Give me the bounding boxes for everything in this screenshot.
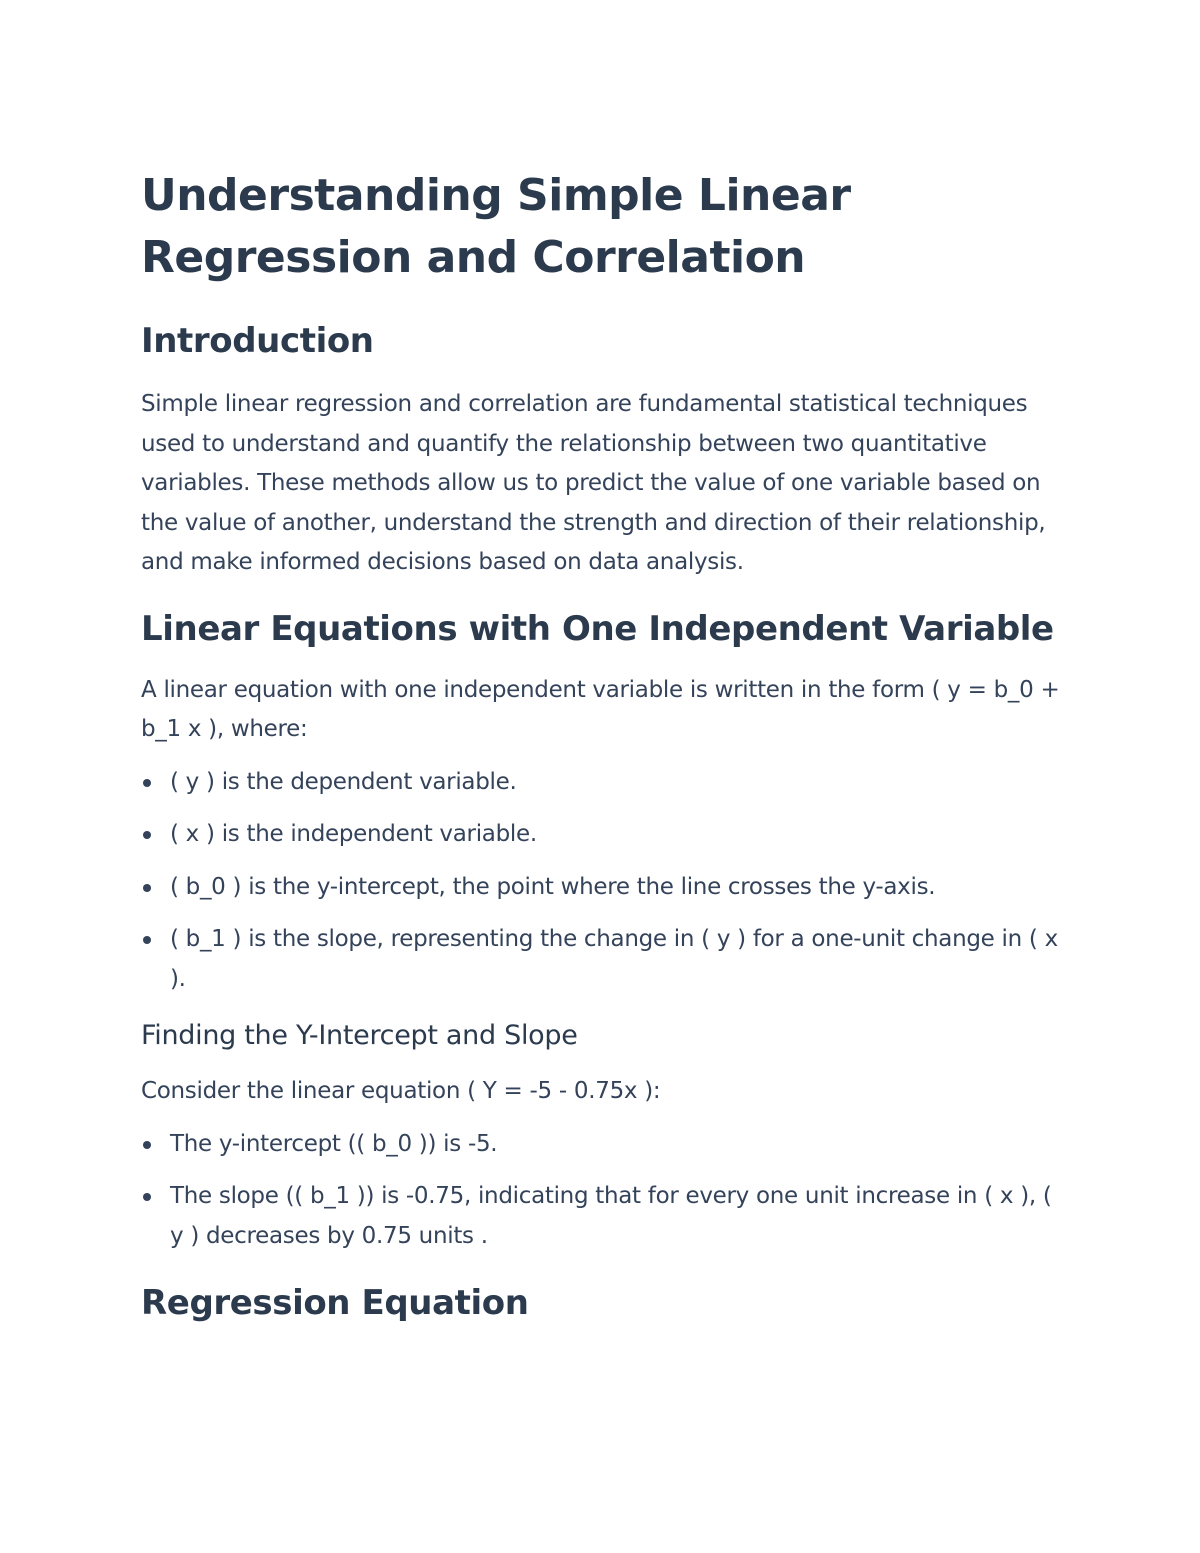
list-item-text: The slope (( b_1 )) is -0.75, indicating that for every one unit increase in ( x ), ( y ) decreases by 0.75 units . — [170, 1183, 1052, 1249]
list-item-text: ( x ) is the independent variable. — [170, 821, 537, 847]
title-line-2: Regression and Correlation — [141, 232, 806, 283]
bullet-icon — [143, 1193, 151, 1201]
list-item — [141, 815, 1071, 855]
list-item-text: ( y ) is the dependent variable. — [170, 768, 517, 795]
list-item — [141, 868, 1071, 908]
regression-equation-heading: Regression Equation — [141, 1283, 529, 1323]
introduction-heading: Introduction — [141, 321, 374, 361]
list-item-text: ( b_0 ) is the y-intercept, the point where the line crosses the y-axis. — [170, 873, 936, 900]
finding-list — [141, 1125, 1071, 1257]
list-item-text: ( b_1 ) is the slope, representing the change in ( y ) for a one-unit change in ( x ). — [170, 926, 1058, 992]
title-line-1: Understanding Simple Linear — [141, 170, 851, 221]
bullet-icon — [143, 1141, 151, 1149]
introduction-paragraph: Simple linear regression and correlation are fundamental statistical techniques used to understand and quantify the relationship between two quantitative variables. These methods allow us to predict the value of one variable based on the value of another, understand the strength and direction of their relationship, and make informed decisions based on data analysis. — [141, 391, 1046, 575]
finding-intercept-slope-heading: Finding the Y-Intercept and Slope — [141, 1020, 578, 1051]
bullet-icon — [143, 779, 151, 787]
document-title — [141, 165, 1071, 289]
document-page — [141, 165, 1071, 1325]
bullet-icon — [143, 831, 151, 839]
bullet-icon — [143, 884, 151, 892]
list-item — [141, 1177, 1071, 1256]
bullet-icon — [143, 936, 151, 944]
linear-equations-list — [141, 763, 1071, 1000]
list-item — [141, 763, 1071, 803]
list-item — [141, 1125, 1071, 1165]
list-item-text: The y-intercept (( b_0 )) is -5. — [170, 1130, 498, 1157]
finding-paragraph: Consider the linear equation ( Y = -5 - 0.75x ): — [141, 1078, 661, 1104]
linear-equations-paragraph: A linear equation with one independent variable is written in the form ( y = b_0 + b_1 x ), where: — [141, 676, 1060, 742]
list-item — [141, 920, 1071, 999]
linear-equations-heading: Linear Equations with One Independent Variable — [141, 608, 1054, 649]
